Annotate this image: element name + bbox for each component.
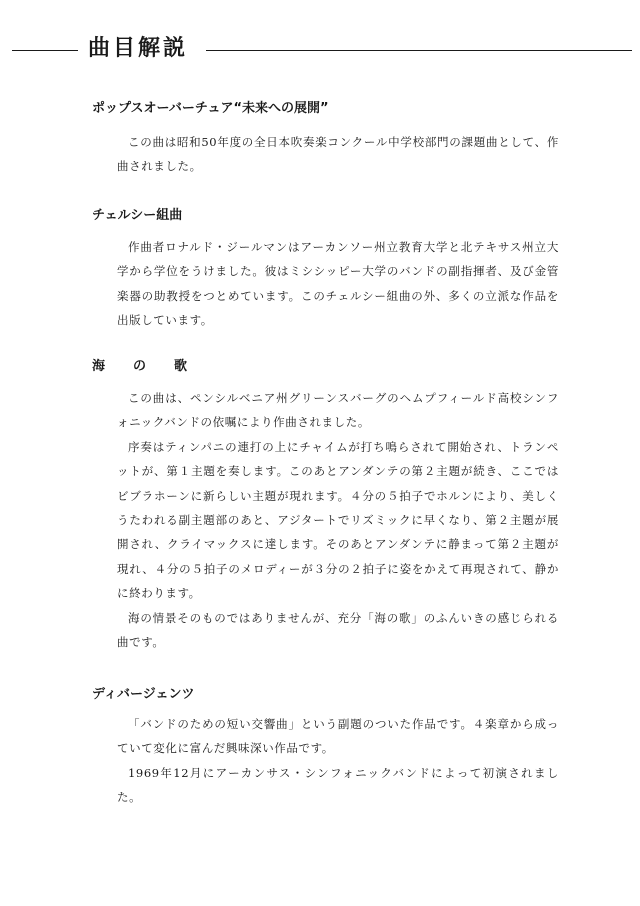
header-rule-right [206, 50, 632, 51]
paragraph: 序奏はティンパニの連打の上にチャイムが打ち鳴らされて開始され、トランペットが、第１主題を奏します。このあとアンダンテの第２主題が続き、ここではビブラホーンに新らしい主題が現れます。４分の５拍子でホルンにより、美しくうたわれる副主題部のあと、アジタートでリズミックに早くなり、第２主題が展開され、クライマックスに達します。そのあとアンダンテに静まって第２主題が現れ、４分の５拍子のメロディーが３分の２拍子に姿をかえて再現されて、静かに終わります。 [117, 439, 559, 601]
section-heading: チェルシー組曲 [92, 208, 183, 223]
header-rule-left [12, 50, 78, 51]
paragraph: 1969年12月にアーカンサス・シンフォニックバンドによって初演されました。 [117, 765, 559, 805]
section-body [117, 386, 559, 654]
paragraph: この曲は、ペンシルベニア州グリーンスバーグのヘムプフィールド高校シンフォニックバンドの依嘱により作曲されました。 [117, 391, 559, 430]
section-heading: ポップスオーバーチュア“未来への展開” [92, 101, 329, 116]
section-body [117, 130, 559, 179]
section-body [117, 235, 559, 333]
section-body [117, 712, 559, 810]
section-heading: ディバージェンツ [92, 687, 195, 702]
page-header [0, 32, 640, 68]
paragraph: 「バンドのための短い交響曲」という副題のついた作品です。４楽章から成っていて変化に富んだ興味深い作品です。 [117, 717, 559, 756]
page-title: 曲目解説 [88, 36, 189, 61]
section-heading: 海の歌 [92, 359, 216, 374]
paragraph: 作曲者ロナルド・ジールマンはアーカンソー州立教育大学と北テキサス州立大学から学位をうけました。彼はミシシッピー大学のバンドの副指揮者、及び金管楽器の助教授をつとめています。このチェルシー組曲の外、多くの立派な作品を出版しています。 [117, 240, 559, 328]
paragraph: この曲は昭和50年度の全日本吹奏楽コンクール中学校部門の課題曲として、作曲されました。 [117, 135, 559, 174]
paragraph: 海の情景そのものではありませんが、充分「海の歌」のふんいきの感じられる曲です。 [117, 610, 559, 650]
